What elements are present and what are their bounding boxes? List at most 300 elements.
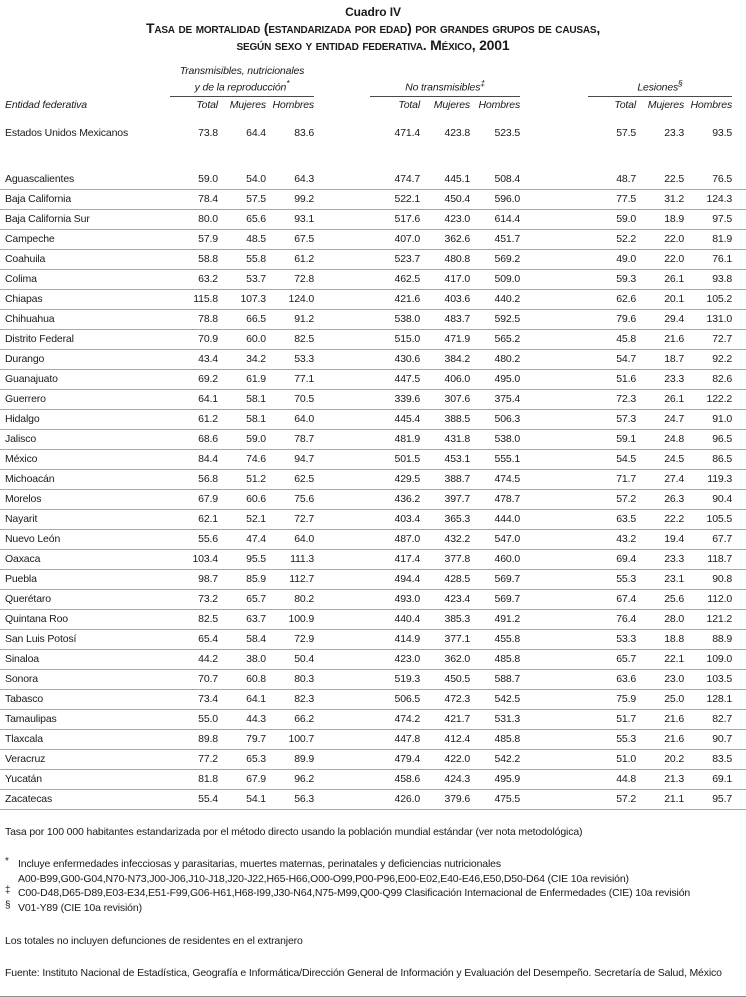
value-cell: 479.4 xyxy=(370,749,420,769)
value-cell: 430.6 xyxy=(370,349,420,369)
value-cell: 61.2 xyxy=(170,409,218,429)
col-header-hombres: Hombres xyxy=(272,98,315,111)
value-cell: 21.3 xyxy=(636,769,684,789)
value-cell: 82.6 xyxy=(684,369,732,389)
value-cell: 542.5 xyxy=(470,689,520,709)
value-cell: 377.1 xyxy=(420,629,470,649)
value-cell: 19.4 xyxy=(636,529,684,549)
value-cell: 426.0 xyxy=(370,789,420,809)
value-cell: 73.2 xyxy=(170,589,218,609)
value-cell: 474.5 xyxy=(470,469,520,489)
value-cell: 474.2 xyxy=(370,709,420,729)
footnote-line xyxy=(5,857,740,872)
value-cell: 480.2 xyxy=(470,349,520,369)
value-cell: 440.2 xyxy=(470,289,520,309)
entity-name: Chihuahua xyxy=(0,309,170,329)
entity-name: Jalisco xyxy=(0,429,170,449)
column-gap xyxy=(520,65,588,96)
column-gap xyxy=(314,269,370,289)
value-cell: 62.6 xyxy=(588,289,636,309)
value-cell: 54.5 xyxy=(588,449,636,469)
value-cell: 67.9 xyxy=(218,769,266,789)
value-cell: 38.0 xyxy=(218,649,266,669)
value-cell: 55.0 xyxy=(170,709,218,729)
table-row xyxy=(0,249,746,269)
value-cell: 21.6 xyxy=(636,709,684,729)
value-cell: 26.3 xyxy=(636,489,684,509)
value-cell: 20.2 xyxy=(636,749,684,769)
value-cell: 54.0 xyxy=(218,170,266,190)
value-cell: 93.8 xyxy=(684,269,732,289)
column-gap xyxy=(314,309,370,329)
footnote-mark: § xyxy=(678,78,683,88)
column-gap xyxy=(520,529,588,549)
value-cell: 85.9 xyxy=(218,569,266,589)
value-cell: 23.1 xyxy=(636,569,684,589)
column-gap xyxy=(732,389,746,409)
entity-name: Querétaro xyxy=(0,589,170,609)
column-gap xyxy=(314,669,370,689)
column-gap xyxy=(314,629,370,649)
column-gap xyxy=(520,389,588,409)
value-cell: 54.1 xyxy=(218,789,266,809)
value-cell: 73.4 xyxy=(170,689,218,709)
value-cell: 447.5 xyxy=(370,369,420,389)
column-gap xyxy=(732,349,746,369)
value-cell: 614.4 xyxy=(470,209,520,229)
value-cell: 34.2 xyxy=(218,349,266,369)
column-gap xyxy=(314,429,370,449)
value-cell: 67.9 xyxy=(170,489,218,509)
column-gap xyxy=(732,369,746,389)
entity-name: San Luis Potosí xyxy=(0,629,170,649)
value-cell: 547.0 xyxy=(470,529,520,549)
value-cell: 59.0 xyxy=(170,170,218,190)
value-cell: 97.5 xyxy=(684,209,732,229)
value-cell: 81.9 xyxy=(684,229,732,249)
value-cell: 88.9 xyxy=(684,629,732,649)
value-cell: 417.4 xyxy=(370,549,420,569)
entity-name: Nuevo León xyxy=(0,529,170,549)
table-row xyxy=(0,114,746,149)
value-cell: 82.5 xyxy=(170,609,218,629)
value-cell: 76.1 xyxy=(684,249,732,269)
value-cell: 65.7 xyxy=(218,589,266,609)
column-gap xyxy=(732,170,746,190)
value-cell: 82.5 xyxy=(266,329,314,349)
value-cell: 61.2 xyxy=(266,249,314,269)
value-cell: 28.0 xyxy=(636,609,684,629)
footnote-mark: § xyxy=(5,899,11,911)
value-cell: 58.1 xyxy=(218,389,266,409)
table-row xyxy=(0,229,746,249)
column-gap xyxy=(314,549,370,569)
col-header-mujeres: Mujeres xyxy=(647,98,685,111)
column-gap xyxy=(314,369,370,389)
column-gap xyxy=(732,269,746,289)
value-cell: 107.3 xyxy=(218,289,266,309)
column-gap xyxy=(314,170,370,190)
table-row xyxy=(0,269,746,289)
value-cell: 55.6 xyxy=(170,529,218,549)
group-lesiones-header xyxy=(588,65,732,96)
column-gap xyxy=(314,449,370,469)
column-gap xyxy=(314,209,370,229)
value-cell: 63.7 xyxy=(218,609,266,629)
value-cell: 379.6 xyxy=(420,789,470,809)
value-cell: 100.9 xyxy=(266,609,314,629)
column-gap xyxy=(520,349,588,369)
value-cell: 384.2 xyxy=(420,349,470,369)
table-row xyxy=(0,289,746,309)
column-gap xyxy=(520,729,588,749)
value-cell: 53.3 xyxy=(266,349,314,369)
value-cell: 596.0 xyxy=(470,189,520,209)
column-gap xyxy=(732,189,746,209)
value-cell: 458.6 xyxy=(370,769,420,789)
value-cell: 69.2 xyxy=(170,369,218,389)
column-gap xyxy=(520,114,588,149)
value-cell: 124.3 xyxy=(684,189,732,209)
value-cell: 23.3 xyxy=(636,369,684,389)
value-cell: 80.3 xyxy=(266,669,314,689)
value-cell: 43.2 xyxy=(588,529,636,549)
value-cell: 25.6 xyxy=(636,589,684,609)
value-cell: 94.7 xyxy=(266,449,314,469)
column-gap xyxy=(732,709,746,729)
value-cell: 83.5 xyxy=(684,749,732,769)
value-cell: 22.2 xyxy=(636,509,684,529)
column-gap xyxy=(520,469,588,489)
value-cell: 424.3 xyxy=(420,769,470,789)
value-cell: 64.1 xyxy=(218,689,266,709)
value-cell: 18.8 xyxy=(636,629,684,649)
value-cell: 91.2 xyxy=(266,309,314,329)
value-cell: 86.5 xyxy=(684,449,732,469)
value-cell: 70.5 xyxy=(266,389,314,409)
column-gap xyxy=(732,249,746,269)
column-gap xyxy=(732,769,746,789)
value-cell: 73.8 xyxy=(198,127,218,139)
bottom-rule xyxy=(0,996,746,997)
value-cell: 406.0 xyxy=(420,369,470,389)
value-cell: 80.0 xyxy=(170,209,218,229)
value-cell: 56.3 xyxy=(266,789,314,809)
table-row xyxy=(0,769,746,789)
column-gap xyxy=(520,789,588,809)
value-cell: 52.2 xyxy=(588,229,636,249)
value-cell: 23.3 xyxy=(664,127,685,139)
entity-name: Sonora xyxy=(0,669,170,689)
value-cell: 423.8 xyxy=(444,127,471,139)
value-cell: 531.3 xyxy=(470,709,520,729)
col-header-mujeres: Mujeres xyxy=(229,98,266,111)
value-cell: 522.1 xyxy=(370,189,420,209)
column-gap xyxy=(520,589,588,609)
value-cell: 57.5 xyxy=(616,127,637,139)
value-cell: 65.7 xyxy=(588,649,636,669)
value-cell: 124.0 xyxy=(266,289,314,309)
value-cell: 569.2 xyxy=(470,249,520,269)
value-cell: 58.4 xyxy=(218,629,266,649)
value-cell: 72.7 xyxy=(266,509,314,529)
value-cell: 84.4 xyxy=(170,449,218,469)
value-cell: 55.3 xyxy=(588,729,636,749)
value-cell: 55.4 xyxy=(170,789,218,809)
value-cell: 115.8 xyxy=(170,289,218,309)
value-cell: 495.0 xyxy=(470,369,520,389)
entity-name: Nayarit xyxy=(0,509,170,529)
column-gap xyxy=(520,369,588,389)
value-cell: 72.3 xyxy=(588,389,636,409)
column-gap xyxy=(732,609,746,629)
value-cell: 57.3 xyxy=(588,409,636,429)
entity-name: Chiapas xyxy=(0,289,170,309)
column-gap xyxy=(732,649,746,669)
table-row xyxy=(0,409,746,429)
value-cell: 555.1 xyxy=(470,449,520,469)
value-cell: 18.9 xyxy=(636,209,684,229)
value-cell: 93.5 xyxy=(712,127,733,139)
value-cell: 538.0 xyxy=(470,429,520,449)
value-cell: 72.7 xyxy=(684,329,732,349)
value-cell: 59.3 xyxy=(588,269,636,289)
table-row xyxy=(0,449,746,469)
footnote-text: C00-D48,D65-D89,E03-E34,E51-F99,G06-H61,H68-I99,J30-N64,N75-M99,Q00-Q99 Clasificación Internacional de Enfermedades (CIE) 10a revisión xyxy=(18,886,691,899)
value-cell: 22.1 xyxy=(636,649,684,669)
column-gap xyxy=(520,669,588,689)
value-cell: 462.5 xyxy=(370,269,420,289)
column-gap xyxy=(732,96,746,114)
value-cell: 491.2 xyxy=(470,609,520,629)
value-cell: 27.4 xyxy=(636,469,684,489)
value-cell: 69.4 xyxy=(588,549,636,569)
column-gap xyxy=(314,389,370,409)
value-cell: 103.4 xyxy=(170,549,218,569)
value-cell: 362.0 xyxy=(420,649,470,669)
column-gap xyxy=(314,769,370,789)
column-gap xyxy=(520,569,588,589)
value-cell: 31.2 xyxy=(636,189,684,209)
value-cell: 523.7 xyxy=(370,249,420,269)
value-cell: 417.0 xyxy=(420,269,470,289)
value-cell: 412.4 xyxy=(420,729,470,749)
value-cell: 105.5 xyxy=(684,509,732,529)
value-cell: 55.8 xyxy=(218,249,266,269)
value-cell: 82.7 xyxy=(684,709,732,729)
value-cell: 24.8 xyxy=(636,429,684,449)
entity-name: Morelos xyxy=(0,489,170,509)
value-cell: 588.7 xyxy=(470,669,520,689)
value-cell: 89.9 xyxy=(266,749,314,769)
value-cell: 377.8 xyxy=(420,549,470,569)
entity-name: Michoacán xyxy=(0,469,170,489)
value-cell: 71.7 xyxy=(588,469,636,489)
column-gap xyxy=(314,589,370,609)
table-row xyxy=(0,629,746,649)
column-gap xyxy=(314,409,370,429)
value-cell: 432.2 xyxy=(420,529,470,549)
value-cell: 485.8 xyxy=(470,649,520,669)
value-cell: 98.7 xyxy=(170,569,218,589)
column-gap xyxy=(314,189,370,209)
value-cell: 58.1 xyxy=(218,409,266,429)
column-gap xyxy=(314,529,370,549)
value-cell: 52.1 xyxy=(218,509,266,529)
column-gap xyxy=(314,349,370,369)
col-header-total: Total xyxy=(614,98,637,111)
value-cell: 112.0 xyxy=(684,589,732,609)
footnote-text: Incluye enfermedades infecciosas y parasitarias, muertes maternas, perinatales y deficiencias nutricionales xyxy=(18,857,501,870)
column-gap xyxy=(520,229,588,249)
table-row xyxy=(0,369,746,389)
value-cell: 70.7 xyxy=(170,669,218,689)
entity-name: Tabasco xyxy=(0,689,170,709)
footnote-text: A00-B99,G00-G04,N70-N73,J00-J06,J10-J18,J20-J22,H65-H66,O00-O99,P00-P96,E00-E02,E40-E46,E50,D50-D64 (CIE 10a revisión) xyxy=(18,872,629,885)
column-gap xyxy=(314,65,370,96)
column-gap xyxy=(732,729,746,749)
entity-name: Baja California Sur xyxy=(0,209,170,229)
value-cell: 414.9 xyxy=(370,629,420,649)
table-row xyxy=(0,509,746,529)
value-cell: 51.6 xyxy=(588,369,636,389)
value-cell: 471.4 xyxy=(394,127,421,139)
column-gap xyxy=(732,449,746,469)
value-cell: 565.2 xyxy=(470,329,520,349)
entity-name: Guanajuato xyxy=(0,369,170,389)
value-cell: 25.0 xyxy=(636,689,684,709)
value-cell: 67.5 xyxy=(266,229,314,249)
column-gap xyxy=(314,509,370,529)
value-cell: 375.4 xyxy=(470,389,520,409)
table-row xyxy=(0,189,746,209)
value-cell: 517.6 xyxy=(370,209,420,229)
value-cell: 74.6 xyxy=(218,449,266,469)
value-cell: 421.6 xyxy=(370,289,420,309)
table-row xyxy=(0,469,746,489)
value-cell: 483.7 xyxy=(420,309,470,329)
value-cell: 59.0 xyxy=(588,209,636,229)
column-gap xyxy=(520,689,588,709)
group-no-transmisibles-header xyxy=(370,65,520,96)
value-cell: 53.3 xyxy=(588,629,636,649)
value-cell: 48.5 xyxy=(218,229,266,249)
value-cell: 64.0 xyxy=(266,409,314,429)
entity-name: Guerrero xyxy=(0,389,170,409)
value-cell: 51.2 xyxy=(218,469,266,489)
value-cell: 64.0 xyxy=(266,529,314,549)
column-gap xyxy=(520,749,588,769)
column-gap xyxy=(520,329,588,349)
value-cell: 24.7 xyxy=(636,409,684,429)
entity-name: Oaxaca xyxy=(0,549,170,569)
value-cell: 64.3 xyxy=(266,170,314,190)
value-cell: 22.5 xyxy=(636,170,684,190)
table-row xyxy=(0,789,746,809)
column-gap xyxy=(314,709,370,729)
entity-name: Campeche xyxy=(0,229,170,249)
value-cell: 96.5 xyxy=(684,429,732,449)
value-cell: 474.7 xyxy=(370,170,420,190)
value-cell: 75.6 xyxy=(266,489,314,509)
value-cell: 29.4 xyxy=(636,309,684,329)
value-cell: 90.7 xyxy=(684,729,732,749)
value-cell: 506.3 xyxy=(470,409,520,429)
value-cell: 20.1 xyxy=(636,289,684,309)
value-cell: 92.2 xyxy=(684,349,732,369)
value-cell: 77.1 xyxy=(266,369,314,389)
value-cell: 63.2 xyxy=(170,269,218,289)
column-gap xyxy=(732,209,746,229)
group-label: Lesiones xyxy=(637,81,679,94)
value-cell: 450.4 xyxy=(420,189,470,209)
value-cell: 68.6 xyxy=(170,429,218,449)
value-cell: 95.7 xyxy=(684,789,732,809)
column-gap xyxy=(314,114,370,149)
value-cell: 362.6 xyxy=(420,229,470,249)
column-gap xyxy=(520,509,588,529)
value-cell: 112.7 xyxy=(266,569,314,589)
value-cell: 444.0 xyxy=(470,509,520,529)
footnote-line xyxy=(5,886,740,901)
value-cell: 77.5 xyxy=(588,189,636,209)
value-cell: 57.2 xyxy=(588,489,636,509)
value-cell: 480.8 xyxy=(420,249,470,269)
value-cell: 23.3 xyxy=(636,549,684,569)
table-row xyxy=(0,649,746,669)
value-cell: 307.6 xyxy=(420,389,470,409)
value-cell: 77.2 xyxy=(170,749,218,769)
entity-name: Distrito Federal xyxy=(0,329,170,349)
value-cell: 131.0 xyxy=(684,309,732,329)
totals-note: Los totales no incluyen defunciones de residentes en el extranjero xyxy=(5,934,303,947)
entity-name: Zacatecas xyxy=(0,789,170,809)
value-cell: 62.5 xyxy=(266,469,314,489)
table-row xyxy=(0,669,746,689)
value-cell: 70.9 xyxy=(170,329,218,349)
column-gap xyxy=(520,289,588,309)
value-cell: 50.4 xyxy=(266,649,314,669)
column-gap xyxy=(520,629,588,649)
table-row xyxy=(0,569,746,589)
column-gap xyxy=(314,609,370,629)
entity-name: Coahuila xyxy=(0,249,170,269)
value-cell: 57.2 xyxy=(588,789,636,809)
value-cell: 99.2 xyxy=(266,189,314,209)
entity-name: Yucatán xyxy=(0,769,170,789)
value-cell: 67.7 xyxy=(684,529,732,549)
table-row xyxy=(0,389,746,409)
table-row xyxy=(0,309,746,329)
value-cell: 96.2 xyxy=(266,769,314,789)
value-cell: 18.7 xyxy=(636,349,684,369)
value-cell: 56.8 xyxy=(170,469,218,489)
value-cell: 72.8 xyxy=(266,269,314,289)
entity-name: Estados Unidos Mexicanos xyxy=(5,127,129,139)
value-cell: 67.4 xyxy=(588,589,636,609)
value-cell: 423.4 xyxy=(420,589,470,609)
value-cell: 445.4 xyxy=(370,409,420,429)
value-cell: 49.0 xyxy=(588,249,636,269)
value-cell: 495.9 xyxy=(470,769,520,789)
value-cell: 453.1 xyxy=(420,449,470,469)
footnotes xyxy=(0,825,746,980)
column-gap xyxy=(732,549,746,569)
value-cell: 66.2 xyxy=(266,709,314,729)
value-cell: 493.0 xyxy=(370,589,420,609)
table-number: Cuadro IV xyxy=(345,5,401,19)
col-header-hombres: Hombres xyxy=(690,98,733,111)
